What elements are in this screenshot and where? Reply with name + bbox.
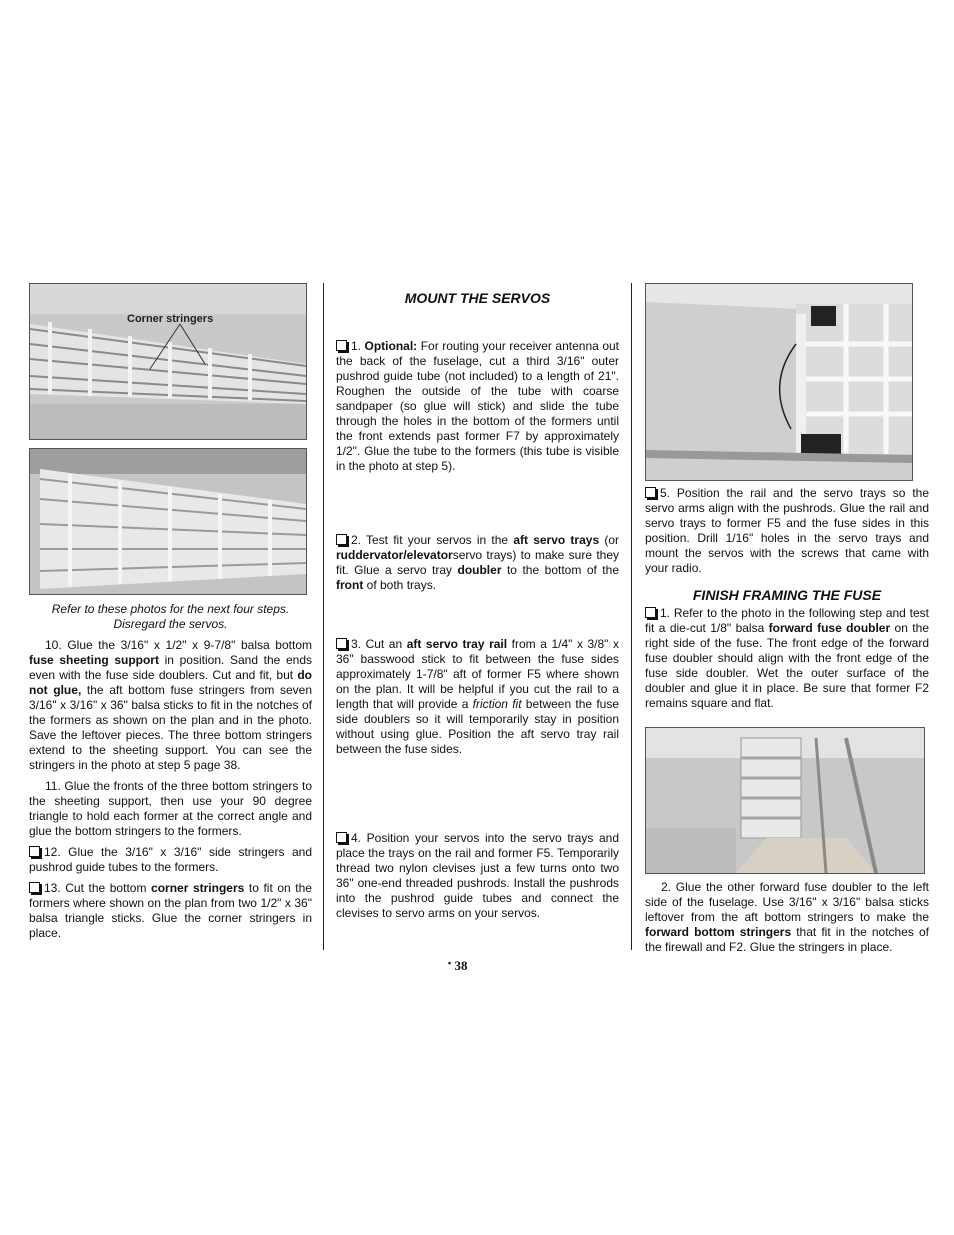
column-left <box>29 283 312 941</box>
step-bold: Optional: <box>364 339 418 353</box>
photo-corner-stringers <box>29 283 307 440</box>
step-2-test-fit <box>336 533 619 593</box>
checkbox-icon[interactable] <box>645 607 656 618</box>
step-text-2: that fit in the notches of the firewall and F2. Glue the stringers in place. <box>645 925 929 954</box>
checkbox-icon[interactable] <box>29 882 40 893</box>
checkbox-icon[interactable] <box>336 832 347 843</box>
step-1-optional <box>336 339 619 474</box>
step-bold-2: ruddervator/elevator <box>336 548 453 562</box>
checkbox-icon[interactable] <box>336 638 347 649</box>
column-divider-left <box>323 283 324 950</box>
step-text-2: For routing your receiver antenna out the back of the fuselage, cut a third 3/16" outer pushrod guide tube (not included) to a length of 21". Roughen the outside of the tube with coarse sandpaper (so glue will stick) and slide the tube through the holes in the bottom of the formers until the front extends past former F7 by approximately 1/2". Glue the tube to the formers (this tube is visible in the photo at step 5). <box>336 339 619 473</box>
photo-label: Corner stringers <box>127 313 214 325</box>
step-13 <box>29 881 312 941</box>
step-12 <box>29 845 312 875</box>
step-bold-4: front <box>336 578 364 592</box>
step-text: 4. Position your servos into the servo trays and place the trays on the rail and former F5. Temporarily thread two nylon clevises just a few turns onto two 36" one-end threaded pushrods. Install the pushrods into the pushrod guide tubes and connect the clevises to servo arms on your servos. <box>336 831 619 920</box>
step-text-2: (or <box>599 533 620 547</box>
step-text-4: to the bottom of the <box>501 563 619 577</box>
photo-forward-fuse <box>645 727 925 874</box>
step-text-3: between the fuse side doublers so it will temporarily stay in position without using glue. Position the aft servo tray rail between the fuse sides. <box>336 697 620 756</box>
step-10-bold-2: do not glue, <box>29 668 312 697</box>
step-10-text: 10. Glue the 3/16" x 1/2" x 9-7/8" balsa bottom <box>45 638 312 652</box>
checkbox-icon[interactable] <box>336 340 347 351</box>
step-text: 1. Refer to the photo in the following step and test fit a die-cut 1/8" balsa <box>645 606 929 635</box>
step-10 <box>29 638 312 773</box>
step-4-position-servos <box>336 831 619 921</box>
step-bold: aft servo tray rail <box>406 637 508 651</box>
step-10-bold-1: fuse sheeting support <box>29 653 159 667</box>
step-text-3: servo trays) to make sure they fit. Glue a servo tray <box>336 548 619 577</box>
step-text-5: of both trays. <box>363 578 437 592</box>
step-bold-3: doubler <box>457 563 502 577</box>
page-number-value: 38 <box>454 958 468 973</box>
section-heading-mount-servos: MOUNT THE SERVOS <box>404 290 551 306</box>
step-bold: forward fuse doubler <box>768 621 891 635</box>
page-number: ▪ 38 <box>448 958 468 973</box>
checkbox-icon[interactable] <box>29 846 40 857</box>
step-1-forward-doubler <box>645 606 929 711</box>
checkbox-icon[interactable] <box>336 534 347 545</box>
step-text: 2. Test fit your servos in the <box>351 533 514 547</box>
step-text-2: from a 1/4" x 3/8" x 36" basswood stick to fit between the fuse sides approximately 1-7/8" aft of former F5 where shown on the plan. It will be helpful if you cut the rail to a length that will provide a <box>336 637 619 711</box>
section-heading-finish-framing: FINISH FRAMING THE FUSE <box>692 587 882 603</box>
step-13-bold: corner stringers <box>151 881 245 895</box>
step-13-text: 13. Cut the bottom <box>44 881 152 895</box>
step-bold: aft servo trays <box>513 533 600 547</box>
step-10-text-3: the aft bottom fuse stringers from seven 3/16" x 3/16" x 36" balsa sticks to fit in the notches of the formers as shown on the plan and in the photo. Save the leftover pieces. The three bottom stringers extend to the sheeting support. You can see the stringers in the photo at step 5 page 38. <box>29 683 312 772</box>
checkbox-icon[interactable] <box>645 487 656 498</box>
step-2-forward-stringers <box>645 880 929 955</box>
step-13-text-2: to fit on the formers where shown on the plan from two 1/2" x 36" balsa triangle sticks. Glue the corner stringers in place. <box>29 881 312 940</box>
column-right <box>645 283 929 955</box>
photo-bottom-stringers <box>29 448 307 595</box>
step-text-2: on the right side of the fuse. The front edge of the forward fuse doubler should align with the front edge of the fuse side doubler. Wet the outer surface of the doubler and glue it in place. Be sure that former F2 remains square and flat. <box>645 621 929 710</box>
step-text: 1. <box>351 339 365 353</box>
step-10-text-2: in position. Sand the ends even with the fuse side doublers. Cut and fit, but <box>29 653 313 682</box>
column-divider-right <box>631 283 632 950</box>
step-bold: forward bottom stringers <box>645 925 792 939</box>
step-11: 11. Glue the fronts of the three bottom stringers to the sheeting support, then use your 90 degree triangle to hold each former at the correct angle and glue the bottom stringers to the formers. <box>29 779 312 838</box>
caption-line-2: Disregard the servos. <box>113 617 228 631</box>
column-middle <box>336 289 619 921</box>
step-text: 2. Glue the other forward fuse doubler to the left side of the fuselage. Use 3/16" x 3/16" balsa sticks leftover from the aft bottom stringers to make the <box>645 880 929 924</box>
caption-line-1: Refer to these photos for the next four steps. <box>51 602 290 616</box>
photo-servo-trays <box>645 283 913 481</box>
photo-caption <box>29 602 312 632</box>
step-12-text: 12. Glue the 3/16" x 3/16" side stringers and pushrod guide tubes to the formers. <box>29 845 312 874</box>
step-5-align-servos <box>645 486 929 576</box>
step-text: 3. Cut an <box>351 637 407 651</box>
step-3-tray-rail <box>336 637 619 757</box>
step-text: 5. Position the rail and the servo trays so the servo arms align with the pushrods. Glue the rail and servo trays to former F5 and the fuse sides in this position. Drill 1/16" holes in the servo trays and mount the servos with the screws that came with your radio. <box>645 486 929 575</box>
step-italic: friction fit <box>472 697 522 711</box>
